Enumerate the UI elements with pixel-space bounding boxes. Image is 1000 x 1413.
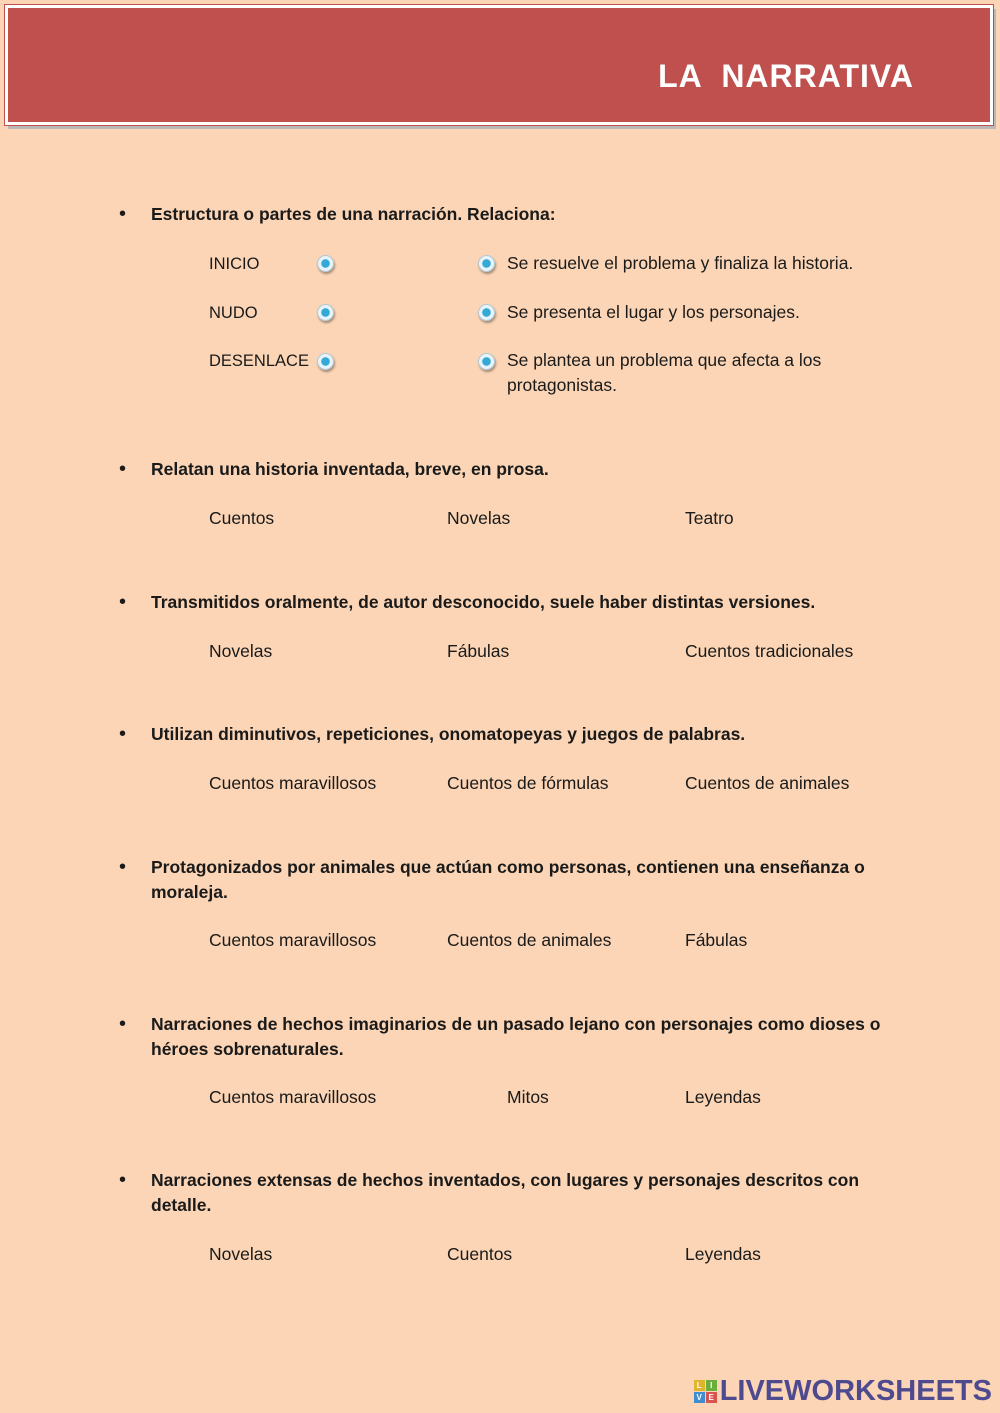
match-dot-right[interactable] (478, 255, 495, 272)
match-right-item: Se plantea un problema que afecta a los protagonistas. (507, 350, 822, 395)
bullet: • (119, 856, 127, 878)
answer-option[interactable]: Novelas (209, 1244, 273, 1264)
bullet: • (119, 458, 127, 480)
match-right-item: Se presenta el lugar y los personajes. (507, 302, 800, 322)
answer-option[interactable]: Cuentos de fórmulas (447, 773, 609, 793)
answer-option[interactable]: Mitos (507, 1087, 549, 1107)
answer-option[interactable]: Cuentos de animales (685, 773, 850, 793)
answer-option[interactable]: Cuentos (447, 1244, 513, 1264)
answer-option[interactable]: Cuentos de animales (447, 930, 612, 950)
bullet: • (119, 723, 127, 745)
question-prompt: Utilizan diminutivos, repeticiones, onomatopeyas y juegos de palabras. (151, 724, 746, 744)
logo-letter: L (694, 1380, 705, 1391)
question-prompt: Transmitidos oralmente, de autor desconocido, suele haber distintas versiones. (151, 592, 816, 612)
match-left-item: DESENLACE (209, 352, 309, 370)
answer-option[interactable]: Cuentos maravillosos (209, 1087, 377, 1107)
answer-option[interactable]: Cuentos maravillosos (209, 930, 377, 950)
match-dot-left[interactable] (317, 255, 334, 272)
answer-option[interactable]: Novelas (209, 641, 273, 661)
answer-option[interactable]: Fábulas (447, 641, 510, 661)
answer-option[interactable]: Novelas (447, 508, 511, 528)
answer-option[interactable]: Cuentos maravillosos (209, 773, 377, 793)
answer-option[interactable]: Cuentos tradicionales (685, 641, 854, 661)
bullet: • (119, 1013, 127, 1035)
match-dot-right[interactable] (478, 304, 495, 321)
match-right-item: Se resuelve el problema y finaliza la historia. (507, 253, 854, 273)
logo-letter: V (694, 1392, 705, 1403)
logo-grid-icon (694, 1380, 717, 1403)
answer-option[interactable]: Cuentos (209, 508, 275, 528)
question-prompt: Protagonizados por animales que actúan como personas, contienen una enseñanza o moraleja. (151, 857, 865, 902)
page-title: LA NARRATIVA (658, 58, 914, 94)
logo-letter: E (706, 1392, 717, 1403)
match-left-item: INICIO (209, 255, 260, 273)
brand-name: LIVEWORKSHEETS (719, 1375, 992, 1407)
bullet: • (119, 1169, 127, 1191)
question-prompt: Relatan una historia inventada, breve, en prosa. (151, 459, 549, 479)
match-dot-left[interactable] (317, 304, 334, 321)
question-prompt: Estructura o partes de una narración. Relaciona: (151, 204, 556, 224)
answer-option[interactable]: Teatro (685, 508, 734, 528)
question-prompt: Narraciones de hechos imaginarios de un pasado lejano con personajes como dioses o héroes sobrenaturales. (151, 1014, 881, 1059)
liveworksheets-logo[interactable] (694, 1375, 992, 1408)
match-dot-left[interactable] (317, 353, 334, 370)
bullet: • (119, 591, 127, 613)
answer-option[interactable]: Fábulas (685, 930, 748, 950)
match-left-item: NUDO (209, 304, 258, 322)
question-prompt: Narraciones extensas de hechos inventados, con lugares y personajes descritos con detalle. (151, 1170, 860, 1215)
logo-letter: I (706, 1380, 717, 1391)
answer-option[interactable]: Leyendas (685, 1244, 761, 1264)
match-dot-right[interactable] (478, 353, 495, 370)
bullet: • (119, 203, 127, 225)
answer-option[interactable]: Leyendas (685, 1087, 761, 1107)
